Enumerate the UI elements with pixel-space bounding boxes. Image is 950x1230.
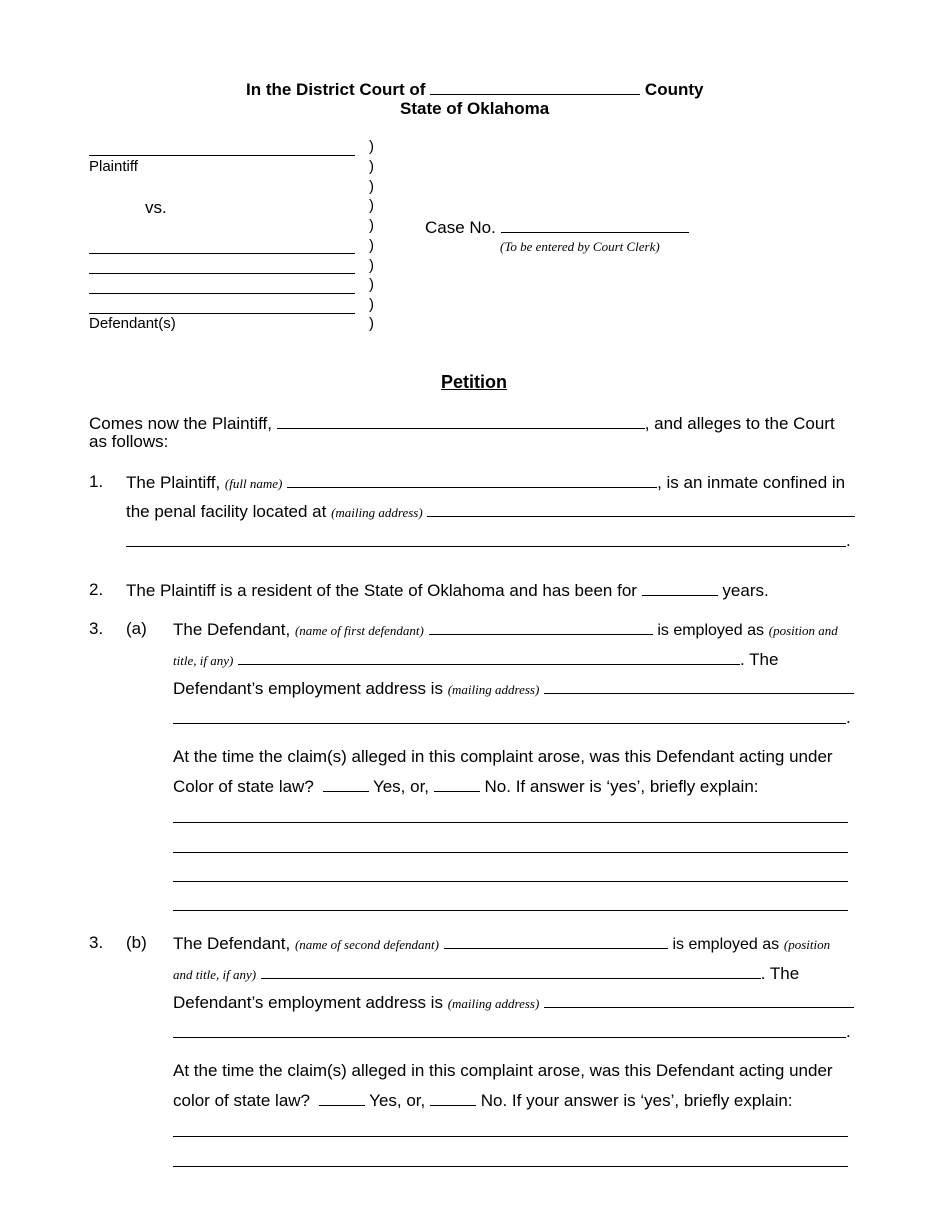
item1-period: . bbox=[846, 531, 851, 550]
caption-paren: ) bbox=[369, 237, 374, 254]
item3a-period: . bbox=[846, 708, 851, 727]
second-defendant-explain-line[interactable] bbox=[173, 1136, 848, 1137]
second-defendant-no-blank[interactable] bbox=[430, 1090, 476, 1106]
court-header-line1 bbox=[246, 79, 703, 100]
county-blank[interactable] bbox=[430, 79, 640, 95]
intro-prefix: Comes now the Plaintiff, bbox=[89, 414, 272, 433]
defendant-line-3[interactable] bbox=[89, 293, 355, 294]
first-defendant-address-blank[interactable] bbox=[544, 678, 854, 694]
item2-suffix: years. bbox=[722, 581, 769, 600]
item3b-prefix: The Defendant, bbox=[173, 934, 291, 953]
item3b-period: . bbox=[846, 1022, 851, 1041]
court-suffix: County bbox=[644, 80, 704, 99]
caption-paren: ) bbox=[369, 315, 374, 332]
caption-paren: ) bbox=[369, 158, 374, 175]
first-defendant-position-blank[interactable] bbox=[238, 649, 740, 665]
item3b-yes: Yes, or, bbox=[369, 1091, 426, 1110]
item1-hint-name: (full name) bbox=[224, 476, 283, 491]
second-defendant-yes-blank[interactable] bbox=[319, 1090, 365, 1106]
plaintiff-line[interactable] bbox=[89, 155, 355, 156]
plaintiff-name-blank[interactable] bbox=[277, 413, 645, 429]
defendants-label: Defendant(s) bbox=[89, 315, 176, 332]
item3b-hint-position: (position bbox=[783, 937, 831, 952]
plaintiff-label: Plaintiff bbox=[89, 158, 138, 175]
item3a-q2-prefix: Color of state law? bbox=[173, 777, 314, 796]
second-defendant-explain-line[interactable] bbox=[173, 1166, 848, 1167]
item3b-the: . The bbox=[760, 964, 800, 983]
second-defendant-position-blank[interactable] bbox=[261, 963, 761, 979]
facility-address-blank[interactable] bbox=[427, 501, 855, 517]
facility-address-blank-2[interactable] bbox=[126, 546, 846, 547]
item1-suffix: , is an inmate confined in bbox=[657, 473, 846, 492]
intro-suffix: , and alleges to the Court bbox=[644, 414, 835, 433]
case-no-label: Case No. bbox=[425, 218, 496, 237]
second-defendant-address-blank-2[interactable] bbox=[173, 1037, 846, 1038]
item3b-question-line2 bbox=[173, 1090, 793, 1111]
item1-line1 bbox=[126, 472, 845, 494]
caption-paren: ) bbox=[369, 276, 374, 293]
second-defendant-address-blank[interactable] bbox=[544, 992, 854, 1008]
state-title: State of Oklahoma bbox=[400, 99, 550, 118]
first-defendant-explain-line[interactable] bbox=[173, 852, 848, 853]
item3b-address-label: Defendant’s employment address is bbox=[173, 993, 443, 1012]
item3a-address-label: Defendant’s employment address is bbox=[173, 679, 443, 698]
caption-paren: ) bbox=[369, 257, 374, 274]
plaintiff-full-name-blank[interactable] bbox=[287, 472, 657, 488]
first-defendant-no-blank[interactable] bbox=[434, 776, 480, 792]
item1-prefix: The Plaintiff, bbox=[126, 473, 221, 492]
caption-paren: ) bbox=[369, 138, 374, 155]
item3a-line1 bbox=[173, 619, 838, 641]
item3a-hint-name: (name of first defendant) bbox=[294, 623, 424, 638]
item3b-hint-address: (mailing address) bbox=[447, 996, 540, 1011]
item3a-line3 bbox=[173, 678, 854, 700]
item3a-question-line2 bbox=[173, 776, 759, 797]
item2-prefix: The Plaintiff is a resident of the State of Oklahoma and has been for bbox=[126, 581, 637, 600]
defendant-line-4[interactable] bbox=[89, 313, 355, 314]
item2-line bbox=[126, 580, 769, 601]
caption-paren: ) bbox=[369, 197, 374, 214]
document-title: Petition bbox=[441, 372, 507, 392]
item3b-line1 bbox=[173, 933, 830, 955]
item3b-hint-position-2: and title, if any) bbox=[173, 967, 257, 982]
item3a-yes: Yes, or, bbox=[372, 777, 430, 796]
item3a-hint-position-2: title, if any) bbox=[173, 653, 234, 668]
item3b-number: 3. bbox=[89, 933, 104, 952]
item3b-line3 bbox=[173, 992, 854, 1014]
defendant-line-2[interactable] bbox=[89, 273, 355, 274]
caption-paren: ) bbox=[369, 296, 374, 313]
item3a-number: 3. bbox=[89, 619, 104, 638]
item3a-hint-address: (mailing address) bbox=[447, 682, 540, 697]
first-defendant-address-blank-2[interactable] bbox=[173, 723, 846, 724]
item3b-no: No. If your answer is ‘yes’, briefly explain: bbox=[480, 1091, 793, 1110]
item3a-line2 bbox=[173, 649, 778, 671]
item3a-question: At the time the claim(s) alleged in this complaint arose, was this Defendant acting under bbox=[173, 747, 833, 766]
item1-number: 1. bbox=[89, 472, 104, 491]
first-defendant-name-blank[interactable] bbox=[429, 619, 653, 635]
item3a-employed: is employed as bbox=[657, 622, 765, 639]
item3a-prefix: The Defendant, bbox=[173, 620, 291, 639]
item3a-hint-position: (position and bbox=[768, 623, 838, 638]
item3b-line2 bbox=[173, 963, 799, 985]
item3b-employed: is employed as bbox=[672, 936, 780, 953]
first-defendant-explain-line[interactable] bbox=[173, 910, 848, 911]
item3a-no: No. If answer is ‘yes’, briefly explain: bbox=[484, 777, 759, 796]
item2-number: 2. bbox=[89, 580, 104, 599]
intro-line1 bbox=[89, 413, 835, 434]
item3b-sub: (b) bbox=[126, 933, 147, 952]
defendant-line-1[interactable] bbox=[89, 253, 355, 254]
item3a-the: . The bbox=[740, 650, 779, 669]
item3b-q2-prefix: color of state law? bbox=[173, 1091, 311, 1110]
item1-line2-text: the penal facility located at bbox=[126, 502, 327, 521]
item1-hint-address: (mailing address) bbox=[331, 505, 423, 520]
case-no-note: (To be entered by Court Clerk) bbox=[500, 239, 660, 254]
case-no-row bbox=[425, 217, 689, 238]
intro-line2: as follows: bbox=[89, 432, 169, 451]
first-defendant-yes-blank[interactable] bbox=[323, 776, 369, 792]
vs-label: vs. bbox=[145, 198, 167, 217]
caption-paren: ) bbox=[369, 217, 374, 234]
court-prefix: In the District Court of bbox=[246, 80, 426, 99]
caption-paren: ) bbox=[369, 178, 374, 195]
item3b-question: At the time the claim(s) alleged in this complaint arose, was this Defendant acting under bbox=[173, 1061, 833, 1080]
item3a-sub: (a) bbox=[126, 619, 147, 638]
item3b-hint-name: (name of second defendant) bbox=[294, 937, 439, 952]
first-defendant-explain-line[interactable] bbox=[173, 822, 848, 823]
second-defendant-name-blank[interactable] bbox=[444, 933, 668, 949]
item1-line2 bbox=[126, 501, 855, 523]
residency-years-blank[interactable] bbox=[642, 580, 718, 596]
first-defendant-explain-line[interactable] bbox=[173, 881, 848, 882]
case-no-blank[interactable] bbox=[501, 217, 689, 233]
